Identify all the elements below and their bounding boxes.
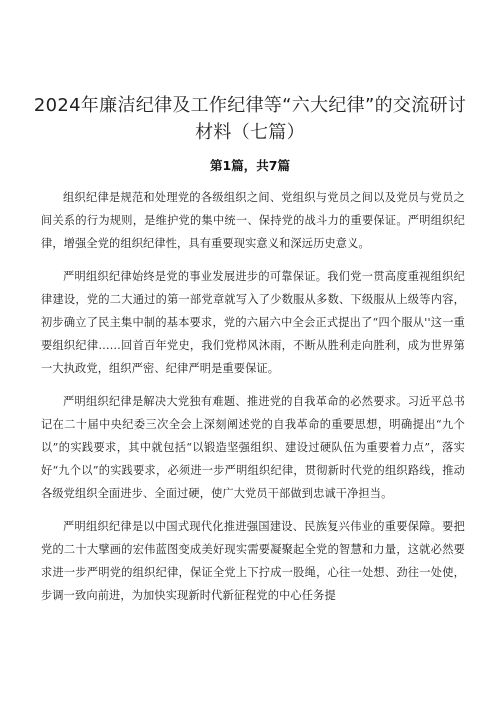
document-title-line-1: 2024年廉洁纪律及工作纪律等“六大纪律”的交流研讨: [33, 95, 467, 116]
document-title-line-2: 材料（七篇）: [195, 122, 305, 143]
document-body: [41, 186, 465, 616]
paragraph-4: 严明组织纪律是以中国式现代化推进强国建设、民族复兴伟业的重要保障。要把党的二十大擘画的宏伟蓝图变成美好现实需要凝聚起全党的智慧和力量，这就必然要求进一步严明党的组织纪律，保证全党上下拧成一股绳，心往一处想、劲往一处使，步调一致向前进，为加快实现新时代新征程党的中心任务提: [41, 519, 465, 603]
paragraph-2: 严明组织纪律始终是党的事业发展进步的可靠保证。我们党一贯高度重视组织纪律建设，党的二大通过的第一部党章就写入了少数服从多数、下级服从上级等内容，初步确立了民主集中制的基本要求，党的六届六中全会正式提出了“四个服从''这一重要组织纪律……回首百年党史，我们党栉风沐雨，不断从胜利走向胜利，成为世界第一大执政党，组织严密、纪律严明是重要保证。: [41, 269, 465, 376]
paragraph-1: 组织纪律是规范和处理党的各级组织之间、党组织与党员之间以及党员与党员之间关系的行为规则，是维护党的集中统一、保持党的战斗力的重要保证。严明组织纪律，增强全党的组织纪律性，具有重要现实意义和深远历史意义。: [41, 191, 465, 251]
paragraph-3: 严明组织纪律是解决大党独有难题、推进党的自我革命的必然要求。习近平总书记在二十届中央纪委三次全会上深刻阐述党的自我革命的重要思想，明确提出“九个以”的实践要求，其中就包括“以锻造坚强组织、建设过硬队伍为重要着力点”，落实好“九个以”的实践要求，必须进一步严明组织纪律，贯彻新时代党的组织路线，推动各级党组织全面进步、全面过硬，使广大党员干部做到忠诚干净担当。: [41, 394, 465, 501]
document-title: [30, 92, 470, 146]
section-heading: 第1篇，共7篇: [210, 158, 290, 173]
